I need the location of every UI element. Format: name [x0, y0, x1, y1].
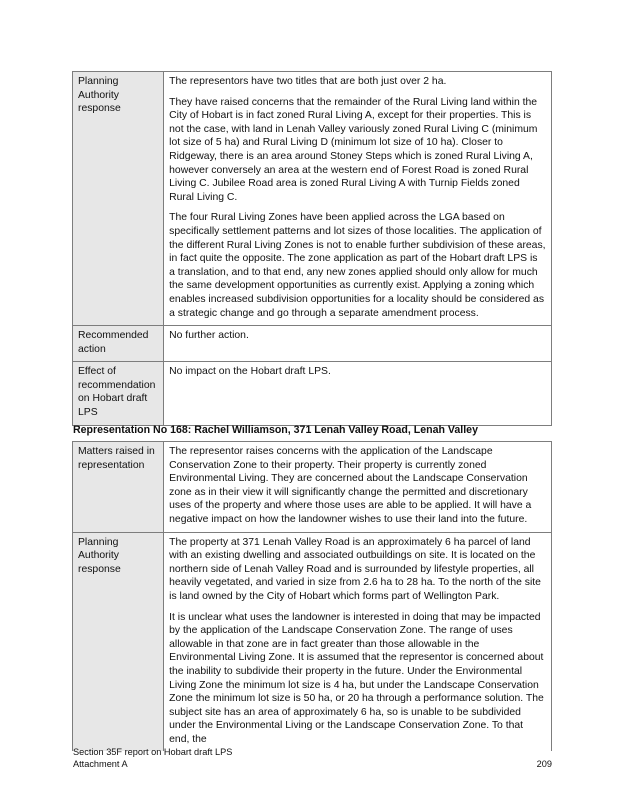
paragraph: No impact on the Hobart draft LPS.	[169, 366, 331, 378]
section-heading: Representation No 168: Rachel Williamson, 371 Lenah Valley Road, Lenah Valley	[73, 424, 478, 436]
row-content	[164, 442, 552, 533]
footer-report-title: Section 35F report on Hobart draft LPS	[73, 747, 233, 757]
paragraph: The representors have two titles that are both just over 2 ha.	[169, 76, 447, 87]
row-content	[164, 532, 552, 751]
representation-table	[72, 441, 552, 751]
paragraph: They have raised concerns that the remainder of the Rural Living land within the City of Hobart is in fact zoned Rural Living A, except for their properties. This is not the case, with land in Lenah Valley variously zoned Rural Living C (minimum lot size of 5 ha) and Rural Living D (minimum lot size of 10 ha). Closer to Ridgeway, there is an area around Stoney Steps which is zoned Rural Living A, however conversely an area at the western end of Forest Road is zoned Rural Living C. Jubilee Road area is zoned Rural Living A with Turnip Fields zoned Rural Living C.	[169, 96, 538, 203]
planning-response-table	[72, 71, 552, 426]
footer-attachment: Attachment A	[73, 759, 128, 769]
row-content	[164, 362, 552, 425]
paragraph: No further action.	[169, 330, 249, 342]
paragraph: The representor raises concerns with the application of the Landscape Conservation Zone to their property. Their property is currently zoned Environmental Living. They are concerned about the Landscape Conservation zone as in their view it will significantly change the permitted and discretionary uses of the property and where those uses are able to be applied. It will have a negative impact on how the landowner wishes to use their land into the future.	[169, 446, 532, 525]
table-row	[73, 362, 552, 425]
paragraph: The property at 371 Lenah Valley Road is an approximately 6 ha parcel of land with an existing dwelling and associated outbuildings on site. It is located on the northern side of Lenah Valley Road and is surrounded by lifestyle properties, all heavily vegetated, and varied in size from 2.6 ha to 28 ha. To the north of the site is land owned by the City of Hobart which forms part of Wellington Park.	[169, 536, 541, 602]
table-row	[73, 532, 552, 751]
table-row	[73, 72, 552, 326]
table-row	[73, 326, 552, 362]
row-content	[164, 72, 552, 326]
row-content	[164, 326, 552, 362]
paragraph: The four Rural Living Zones have been applied across the LGA based on specifically settlement patterns and lot sizes of those localities. The application of the different Rural Living Zones is not to enable further subdivision of these areas, in fact quite the opposite. The zone application as part of the Hobart draft LPS is a translation, and to that end, any new zones applied should only allow for much the same development opportunities as currently exist. Applying a zoning which enables increased subdivision opportunities for a locality should be considered as a strategic change and go through a separate amendment process.	[169, 212, 546, 319]
table-row	[73, 442, 552, 533]
row-label: Planning Authority response	[73, 72, 164, 326]
page-number: 209	[536, 759, 552, 769]
row-label: Planning Authority response	[73, 532, 164, 751]
row-label: Matters raised in representation	[73, 442, 164, 533]
row-label: Effect of recommendation on Hobart draft LPS	[73, 362, 164, 425]
paragraph: It is unclear what uses the landowner is interested in doing that may be impacted by the application of the Landscape Conservation Zone. The range of uses allowable in that zone are in fact greater than those allowable in the Environmental Living Zone. It is assumed that the representor is concerned about the inability to subdivide their property in the future. Under the Environmental Living Zone the minimum lot size is 4 ha, but under the Landscape Conservation Zone the minimum lot size is 50 ha, or 20 ha through a performance solution. The subject site has an area of approximately 6 ha, so is unable to be subdivided under the Environmental Living or the Landscape Conservation Zone. To that end, the	[169, 611, 544, 745]
row-label: Recommended action	[73, 326, 164, 362]
